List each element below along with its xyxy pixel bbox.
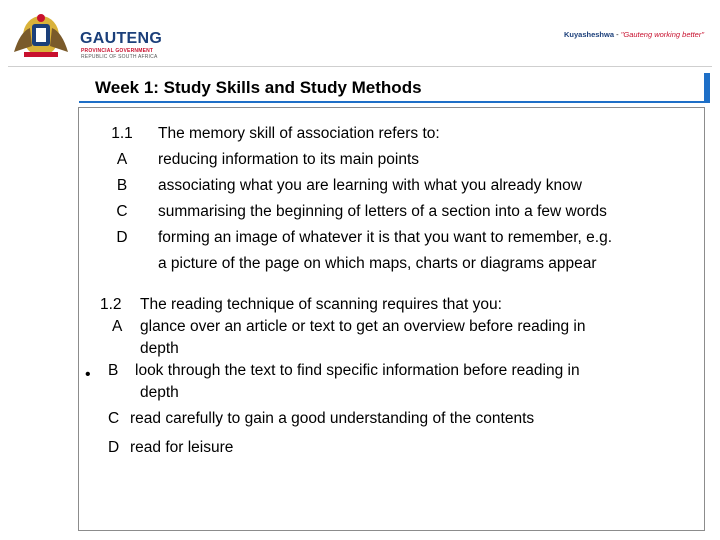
option-text: depth <box>140 384 179 401</box>
question-2-number: 1.2 <box>100 296 122 313</box>
option-label: C <box>116 203 128 220</box>
gauteng-logo <box>8 8 163 60</box>
option-label: D <box>108 439 120 456</box>
page-title: Week 1: Study Skills and Study Methods <box>95 78 422 97</box>
header-divider <box>8 66 712 67</box>
option-text: associating what you are learning with what you already know <box>158 177 582 194</box>
bullet-icon: • <box>85 366 91 383</box>
option-label: A <box>116 151 128 168</box>
slogan-quote: "Gauteng working better" <box>620 30 704 39</box>
slogan-separator: - <box>614 30 621 39</box>
option-text: read for leisure <box>130 439 234 456</box>
option-text: read carefully to gain a good understanding of the contents <box>130 410 535 427</box>
option-text: summarising the beginning of letters of a section into a few words <box>158 203 607 220</box>
coat-of-arms-icon <box>10 12 72 60</box>
question-2-prompt: The reading technique of scanning requires that you: <box>140 296 502 313</box>
option-label: D <box>116 229 128 246</box>
slogan-bold: Kuyasheshwa <box>564 30 615 39</box>
brand-name: GAUTENG <box>80 30 163 47</box>
option-text: reducing information to its main points <box>158 151 420 168</box>
slogan <box>564 30 704 39</box>
option-label: B <box>116 177 128 194</box>
option-text: depth <box>140 340 179 357</box>
option-text: look through the text to find specific information before reading in <box>135 362 580 379</box>
option-text: glance over an article or text to get an overview before reading in <box>140 318 586 335</box>
option-label: C <box>108 410 120 427</box>
brand-sub-2: REPUBLIC OF SOUTH AFRICA <box>81 54 158 60</box>
question-1-number: 1.1 <box>111 125 133 142</box>
option-label: A <box>112 318 123 335</box>
question-1-prompt: The memory skill of association refers to: <box>158 125 440 142</box>
option-text: forming an image of whatever it is that you want to remember, e.g. <box>158 229 613 246</box>
option-label: B <box>108 362 119 379</box>
brand-sub-1: PROVINCIAL GOVERNMENT <box>81 48 154 54</box>
option-text: a picture of the page on which maps, charts or diagrams appear <box>158 255 597 272</box>
